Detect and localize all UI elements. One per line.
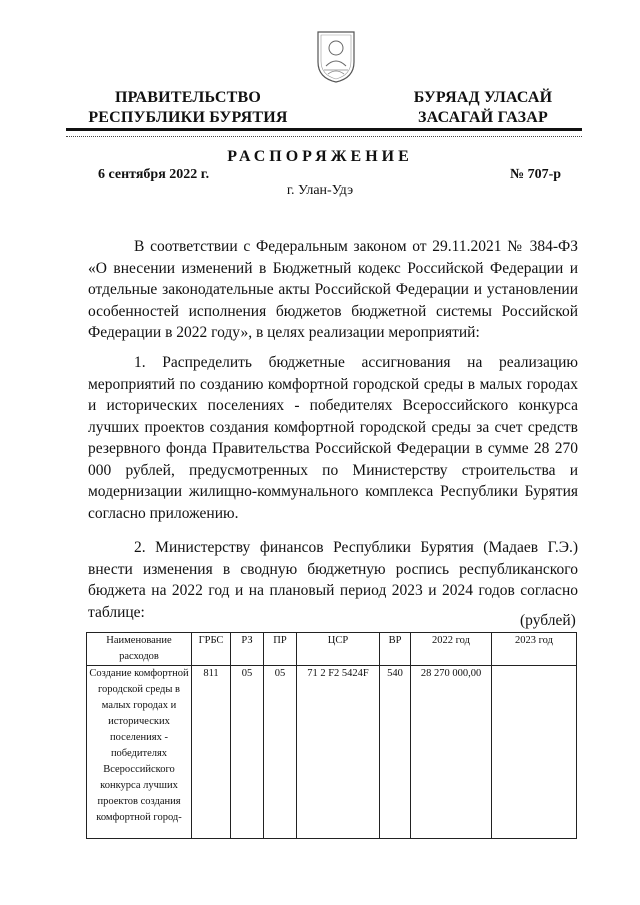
header-2022: 2022 год	[411, 633, 492, 666]
table-header-row	[87, 633, 577, 666]
table-row	[87, 666, 577, 839]
header-divider-thick	[66, 128, 582, 131]
document-number: № 707-р	[510, 167, 562, 182]
paragraph-preamble: В соответствии с Федеральным законом от 29.11.2021 № 384-ФЗ «О внесении изменений в Бюджетный кодекс Российской Федерации и отдельные законодательные акты Российской Федерации и установлении особенностей исполнения бюджетов бюджетной системы Российской Федерации в 2022 году», в целях реализации мероприятий:	[88, 238, 578, 341]
header-right-line-2: ЗАСАГАЙ ГАЗАР	[418, 109, 548, 126]
header-right-line-1: БУРЯАД УЛАСАЙ	[413, 89, 553, 106]
table-units: (рублей)	[520, 612, 576, 629]
paragraph-item-2: 2. Министерству финансов Республики Бурятия (Мадаев Г.Э.) внести изменения в сводную бюджетную роспись республиканского бюджета на 2022 год и на плановый период 2023 и 2024 годов согласно таблице:	[88, 539, 578, 621]
header-2023: 2023 год	[492, 633, 577, 666]
government-name-buryat	[398, 88, 568, 128]
government-name-russian	[88, 88, 288, 128]
cell-2023	[492, 666, 577, 839]
paragraph-item-1: 1. Распределить бюджетные ассигнования на реализацию мероприятий по созданию комфортной городской среды в малых городах и исторических поселениях - победителях Всероссийского конкурса лучших проектов создания комфортной городской среды за счет средств резервного фонда Правительства Российской Федерации в сумме 28 270 000 рублей, предусмотренных по Министерству строительства и модернизации жилищно-коммунального комплекса Республики Бурятия согласно приложению.	[88, 354, 578, 522]
document-title: РАСПОРЯЖЕНИЕ	[227, 148, 413, 165]
header-pr: ПР	[264, 633, 297, 666]
cell-grbs: 811	[192, 666, 231, 839]
cell-vr: 540	[380, 666, 411, 839]
header-left-line-1: ПРАВИТЕЛЬСТВО	[114, 89, 262, 106]
header-grbs: ГРБС	[192, 633, 231, 666]
cell-csr: 71 2 F2 5424F	[297, 666, 380, 839]
cell-rz: 05	[231, 666, 264, 839]
header-csr: ЦСР	[297, 633, 380, 666]
cell-pr: 05	[264, 666, 297, 839]
cell-2022: 28 270 000,00	[411, 666, 492, 839]
header-left-line-2: РЕСПУБЛИКИ БУРЯТИЯ	[88, 109, 288, 126]
header-divider-dotted	[66, 136, 582, 137]
coat-of-arms-emblem	[314, 28, 358, 84]
header-rz: РЗ	[231, 633, 264, 666]
header-name: Наименование расходов	[87, 633, 192, 666]
document-date: 6 сентября 2022 г.	[98, 167, 210, 182]
document-city: г. Улан-Удэ	[286, 183, 354, 198]
cell-name: Создание комфортной городской среды в малых городах и исторических поселениях - победителях Всероссийского конкурса лучших проектов создания комфортной город-	[87, 666, 192, 839]
header-vr: ВР	[380, 633, 411, 666]
budget-table	[86, 632, 577, 839]
